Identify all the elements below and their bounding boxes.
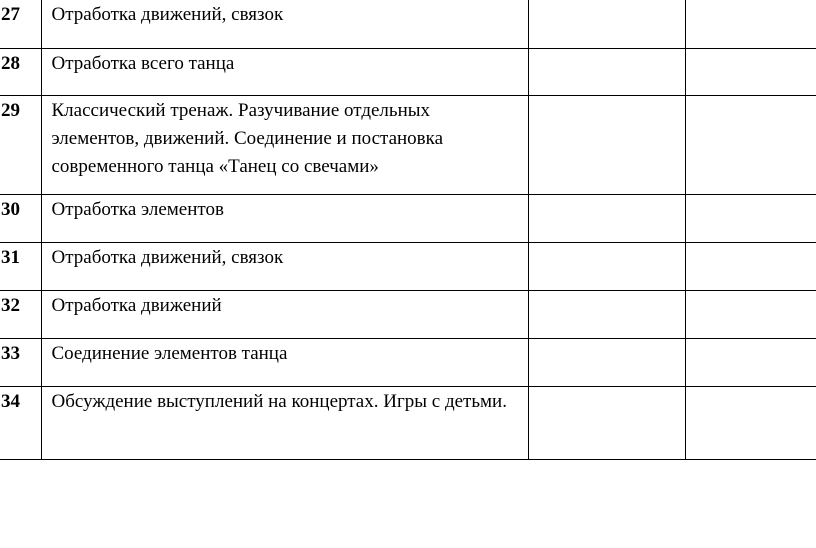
table-row xyxy=(0,338,816,386)
empty-cell xyxy=(685,95,816,194)
empty-cell xyxy=(685,48,816,95)
empty-cell xyxy=(685,386,816,459)
empty-cell xyxy=(685,338,816,386)
table-row xyxy=(0,242,816,290)
table-row xyxy=(0,0,816,48)
lesson-topic: Отработка элементов xyxy=(41,194,528,242)
lesson-number: 31 xyxy=(0,242,41,290)
empty-cell xyxy=(528,194,685,242)
table-row xyxy=(0,95,816,194)
lesson-topic: Классический тренаж. Разучивание отдельных элементов, движений. Соединение и постановка современного танца «Танец со свечами» xyxy=(41,95,528,194)
empty-cell xyxy=(528,290,685,338)
empty-cell xyxy=(685,0,816,48)
empty-cell xyxy=(528,48,685,95)
lesson-topic: Обсуждение выступлений на концертах. Игры с детьми. xyxy=(41,386,528,459)
empty-cell xyxy=(528,242,685,290)
table-row xyxy=(0,48,816,95)
lesson-number: 32 xyxy=(0,290,41,338)
lesson-topic: Отработка движений, связок xyxy=(41,0,528,48)
empty-cell xyxy=(528,0,685,48)
lesson-topic: Отработка движений, связок xyxy=(41,242,528,290)
lesson-topic: Отработка движений xyxy=(41,290,528,338)
table-row xyxy=(0,290,816,338)
lesson-number: 27 xyxy=(0,0,41,48)
lesson-number: 33 xyxy=(0,338,41,386)
lesson-number: 30 xyxy=(0,194,41,242)
empty-cell xyxy=(528,338,685,386)
empty-cell xyxy=(685,194,816,242)
empty-cell xyxy=(528,95,685,194)
lesson-topic: Соединение элементов танца xyxy=(41,338,528,386)
empty-cell xyxy=(685,242,816,290)
lesson-number: 34 xyxy=(0,386,41,459)
lesson-number: 28 xyxy=(0,48,41,95)
lesson-number: 29 xyxy=(0,95,41,194)
table-row xyxy=(0,194,816,242)
table-row xyxy=(0,386,816,459)
empty-cell xyxy=(528,386,685,459)
lesson-topic: Отработка всего танца xyxy=(41,48,528,95)
empty-cell xyxy=(685,290,816,338)
